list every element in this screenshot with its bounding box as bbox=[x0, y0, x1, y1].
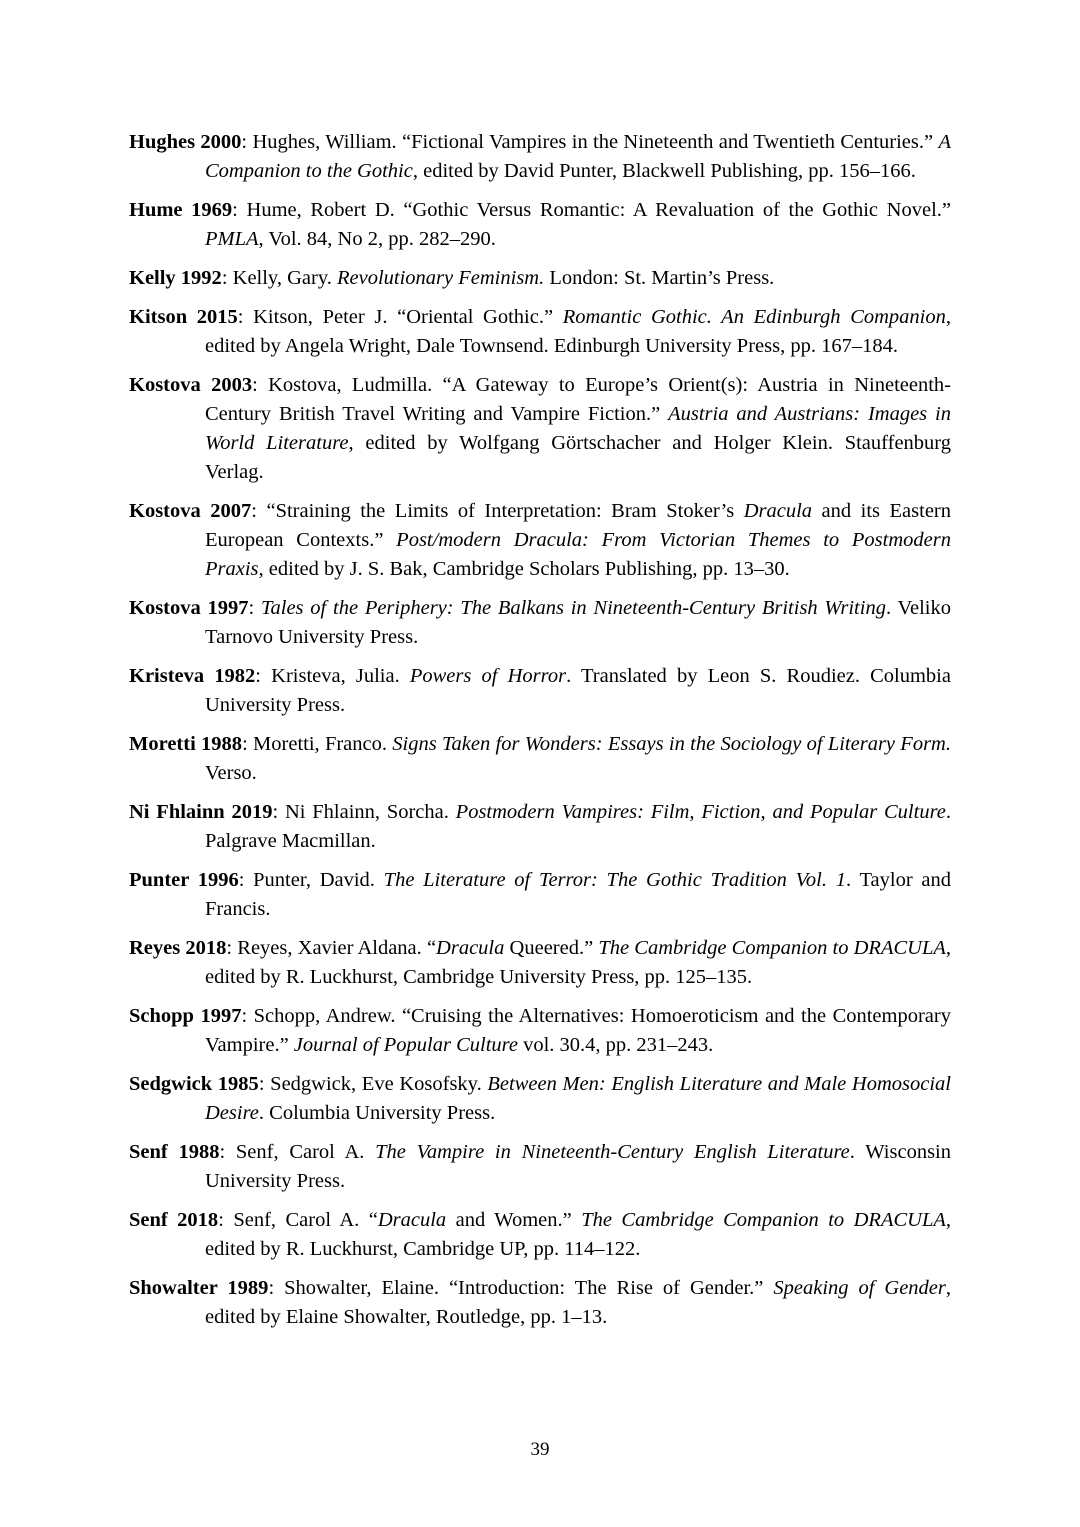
reference-text: . Wisconsin University Press. bbox=[205, 1141, 951, 1192]
reference-key: Showalter 1989 bbox=[129, 1277, 269, 1299]
reference-text: : bbox=[248, 597, 261, 619]
reference-entry bbox=[129, 303, 951, 361]
bibliography-list bbox=[129, 128, 951, 1342]
reference-text: : Punter, David. bbox=[238, 869, 384, 891]
reference-text: : Senf, Carol A. “ bbox=[218, 1209, 378, 1231]
reference-key: Kitson 2015 bbox=[129, 306, 238, 328]
reference-title-italic: The Cambridge Companion to DRACULA bbox=[598, 937, 946, 959]
reference-text: edited by J. S. Bak, Cambridge Scholars Publishing, pp. 13–30. bbox=[263, 558, 790, 580]
reference-entry bbox=[129, 1070, 951, 1128]
reference-title-italic: Powers of Horror bbox=[409, 665, 567, 687]
reference-text: : Kitson, Peter J. “Oriental Gothic.” bbox=[237, 306, 563, 328]
reference-key: Senf 2018 bbox=[129, 1209, 219, 1231]
reference-title-italic: Revolutionary Feminism. bbox=[337, 267, 545, 289]
reference-entry bbox=[129, 594, 951, 652]
reference-entry bbox=[129, 371, 951, 487]
reference-title-italic: The Cambridge Companion to DRACULA bbox=[581, 1209, 946, 1231]
reference-text: : Kostova, Ludmilla. “A Gateway to Europe’s Orient(s): Austria in Nineteenth-Century British Travel Writing and Vampire Fiction.” bbox=[205, 374, 951, 425]
reference-entry bbox=[129, 128, 951, 186]
reference-key: Moretti 1988 bbox=[129, 733, 243, 755]
reference-text: , edited by R. Luckhurst, Cambridge University Press, pp. 125–135. bbox=[205, 937, 952, 988]
reference-entry bbox=[129, 798, 951, 856]
reference-text: , Vol. 84, No 2, pp. 282–290. bbox=[258, 228, 496, 250]
reference-text: vol. 30.4, pp. 231–243. bbox=[517, 1034, 714, 1056]
reference-title-italic: Signs Taken for Wonders: Essays in the Sociology of Literary Form. bbox=[392, 733, 951, 755]
reference-key: Ni Fhlainn 2019 bbox=[129, 801, 273, 823]
reference-entry bbox=[129, 196, 951, 254]
reference-text: . Palgrave Macmillan. bbox=[205, 801, 952, 852]
reference-entry bbox=[129, 934, 951, 992]
reference-key: Sedgwick 1985 bbox=[129, 1073, 259, 1095]
reference-text: . Columbia University Press. bbox=[258, 1102, 496, 1124]
reference-text: , edited by Elaine Showalter, Routledge, pp. 1–13. bbox=[205, 1277, 952, 1328]
reference-text: . Translated by Leon S. Roudiez. Columbia University Press. bbox=[205, 665, 951, 716]
reference-entry bbox=[129, 1274, 951, 1332]
reference-text: : Showalter, Elaine. “Introduction: The Rise of Gender.” bbox=[268, 1277, 774, 1299]
reference-title-italic: Between Men: English Literature and Male Homosocial Desire bbox=[205, 1073, 951, 1124]
reference-title-italic: The Literature of Terror: The Gothic Tradition Vol. 1 bbox=[383, 869, 846, 891]
reference-text: : Kristeva, Julia. bbox=[255, 665, 410, 687]
reference-entry bbox=[129, 1138, 951, 1196]
reference-text: London: St. Martin’s Press. bbox=[544, 267, 775, 289]
reference-title-italic: Dracula bbox=[377, 1209, 447, 1231]
reference-text: , edited by R. Luckhurst, Cambridge UP, pp. 114–122. bbox=[205, 1209, 952, 1260]
reference-entry bbox=[129, 662, 951, 720]
reference-key: Kelly 1992 bbox=[129, 267, 222, 289]
reference-text: : Ni Fhlainn, Sorcha. bbox=[272, 801, 456, 823]
reference-text: : Schopp, Andrew. “Cruising the Alternatives: Homoeroticism and the Contemporary Vampire.” bbox=[205, 1005, 951, 1056]
reference-text: , edited by Angela Wright, Dale Townsend. Edinburgh University Press, pp. 167–184. bbox=[205, 306, 951, 357]
reference-text: Queered.” bbox=[504, 937, 599, 959]
reference-text: and Women.” bbox=[446, 1209, 582, 1231]
reference-text: : “Straining the Limits of Interpretation: Bram Stoker’s bbox=[251, 500, 744, 522]
reference-text: : Moretti, Franco. bbox=[242, 733, 393, 755]
reference-text: : Hughes, William. “Fictional Vampires in the Nineteenth and Twentieth Centuries.” bbox=[241, 131, 939, 153]
reference-text: : Kelly, Gary. bbox=[221, 267, 337, 289]
reference-text: , edited by Wolfgang Görtschacher and Holger Klein. Stauffenburg Verlag. bbox=[205, 432, 951, 483]
reference-title-italic: PMLA bbox=[205, 228, 259, 250]
page-number: 39 bbox=[530, 1439, 550, 1460]
reference-entry bbox=[129, 1002, 951, 1060]
reference-key: Schopp 1997 bbox=[129, 1005, 242, 1027]
reference-text: and its Eastern European Contexts.” bbox=[205, 500, 951, 551]
reference-key: Hughes 2000 bbox=[129, 131, 242, 153]
reference-title-italic: A Companion to the Gothic bbox=[205, 131, 951, 182]
reference-title-italic: Postmodern Vampires: Film, Fiction, and Popular Culture bbox=[455, 801, 946, 823]
reference-text: : Senf, Carol A. bbox=[219, 1141, 376, 1163]
reference-key: Kristeva 1982 bbox=[129, 665, 256, 687]
reference-entry bbox=[129, 730, 951, 788]
reference-key: Senf 1988 bbox=[129, 1141, 220, 1163]
reference-key: Kostova 2003 bbox=[129, 374, 253, 396]
reference-title-italic: Speaking of Gender bbox=[773, 1277, 946, 1299]
reference-title-italic: Romantic Gothic. An Edinburgh Companion bbox=[562, 306, 946, 328]
reference-entry bbox=[129, 1206, 951, 1264]
reference-title-italic: Tales of the Periphery: The Balkans in Nineteenth-Century British Writing bbox=[260, 597, 886, 619]
reference-title-italic: Austria and Austrians: Images in World Literature bbox=[205, 403, 951, 454]
reference-text: : Reyes, Xavier Aldana. “ bbox=[226, 937, 437, 959]
reference-text: Verso. bbox=[205, 762, 257, 784]
reference-key: Kostova 2007 bbox=[129, 500, 252, 522]
reference-key: Hume 1969 bbox=[129, 199, 233, 221]
reference-entry bbox=[129, 264, 951, 293]
reference-text: . Veliko Tarnovo University Press. bbox=[205, 597, 951, 648]
reference-key: Kostova 1997 bbox=[129, 597, 249, 619]
reference-text: , edited by David Punter, Blackwell Publishing, pp. 156–166. bbox=[412, 160, 916, 182]
reference-key: Reyes 2018 bbox=[129, 937, 227, 959]
reference-key: Punter 1996 bbox=[129, 869, 239, 891]
reference-title-italic: Dracula bbox=[743, 500, 813, 522]
reference-text: : Hume, Robert D. “Gothic Versus Romantic: A Revaluation of the Gothic Novel.” bbox=[232, 199, 951, 221]
reference-title-italic: Dracula bbox=[436, 937, 505, 959]
reference-title-italic: The Vampire in Nineteenth-Century English Literature bbox=[375, 1141, 850, 1163]
reference-text: . Taylor and Francis. bbox=[205, 869, 951, 920]
reference-title-italic: Post/modern Dracula: From Victorian Themes to Postmodern Praxis, bbox=[205, 529, 951, 580]
reference-title-italic: Journal of Popular Culture bbox=[293, 1034, 518, 1056]
reference-text: : Sedgwick, Eve Kosofsky. bbox=[258, 1073, 488, 1095]
reference-entry bbox=[129, 866, 951, 924]
reference-entry bbox=[129, 497, 951, 584]
